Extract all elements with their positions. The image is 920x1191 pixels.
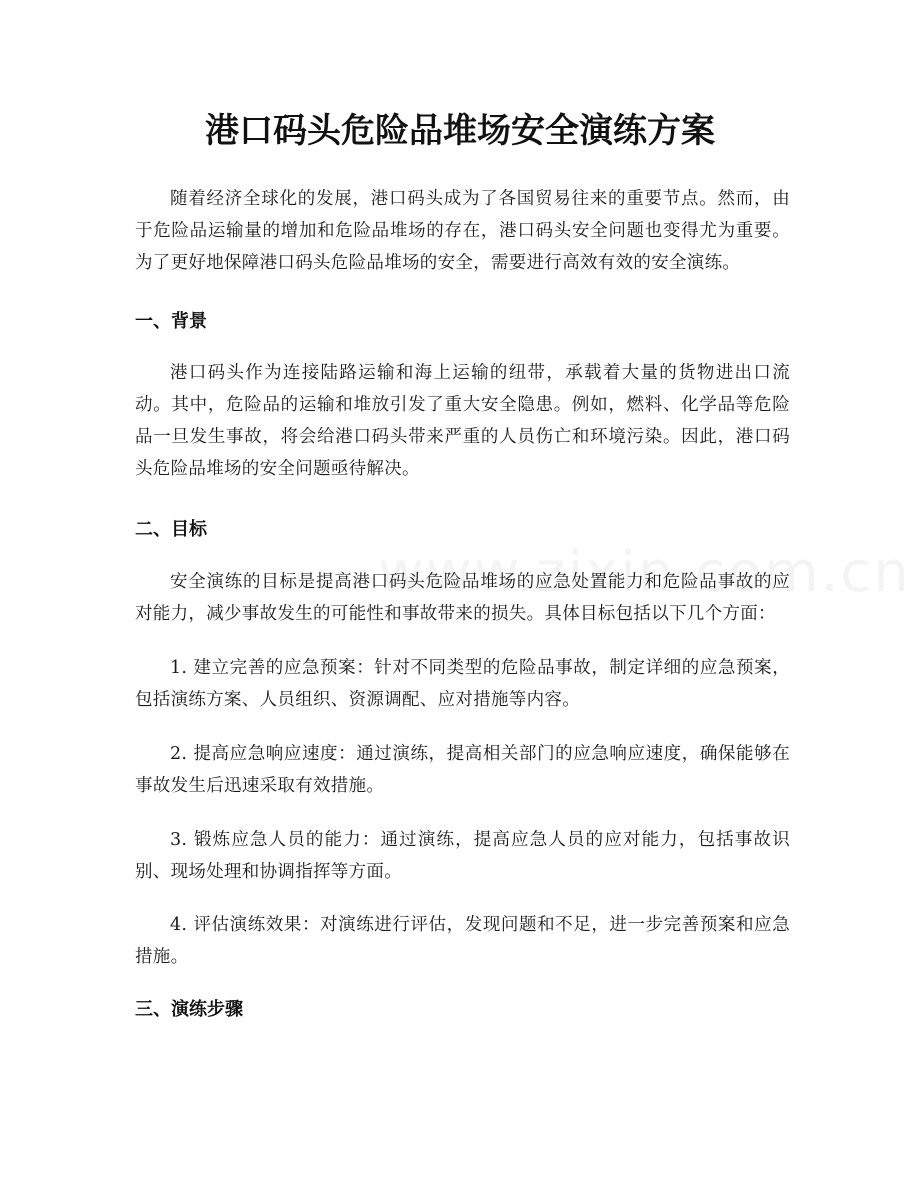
goal-item: 4. 评估演练效果：对演练进行评估，发现问题和不足，进一步完善预案和应急措施。	[135, 915, 790, 967]
goals-paragraph: 安全演练的目标是提高港口码头危险品堆场的应急处置能力和危险品事故的应对能力，减少事故发生的可能性和事故带来的损失。具体目标包括以下几个方面：	[135, 572, 790, 624]
goal-item: 1. 建立完善的应急预案：针对不同类型的危险品事故，制定详细的应急预案，包括演练方案、人员组织、资源调配、应对措施等内容。	[135, 658, 790, 710]
goal-item: 2. 提高应急响应速度：通过演练，提高相关部门的应急响应速度，确保能够在事故发生后迅速采取有效措施。	[135, 744, 790, 796]
section-heading-steps: 三、演练步骤	[135, 999, 243, 1020]
goal-item: 3. 锻炼应急人员的能力：通过演练，提高应急人员的应对能力，包括事故识别、现场处理和协调指挥等方面。	[135, 830, 790, 882]
background-paragraph: 港口码头作为连接陆路运输和海上运输的纽带，承载着大量的货物进出口流动。其中，危险品的运输和堆放引发了重大安全隐患。例如，燃料、化学品等危险品一旦发生事故，将会给港口码头带来严重的人员伤亡和环境污染。因此，港口码头危险品堆场的安全问题亟待解决。	[135, 363, 790, 479]
section-heading-goals: 二、目标	[135, 519, 207, 540]
section-heading-background: 一、背景	[135, 311, 207, 332]
document-title: 港口码头危险品堆场安全演练方案	[205, 111, 715, 151]
intro-paragraph: 随着经济全球化的发展，港口码头成为了各国贸易往来的重要节点。然而，由于危险品运输量的增加和危险品堆场的存在，港口码头安全问题也变得尤为重要。为了更好地保障港口码头危险品堆场的安全，需要进行高效有效的安全演练。	[135, 189, 790, 273]
